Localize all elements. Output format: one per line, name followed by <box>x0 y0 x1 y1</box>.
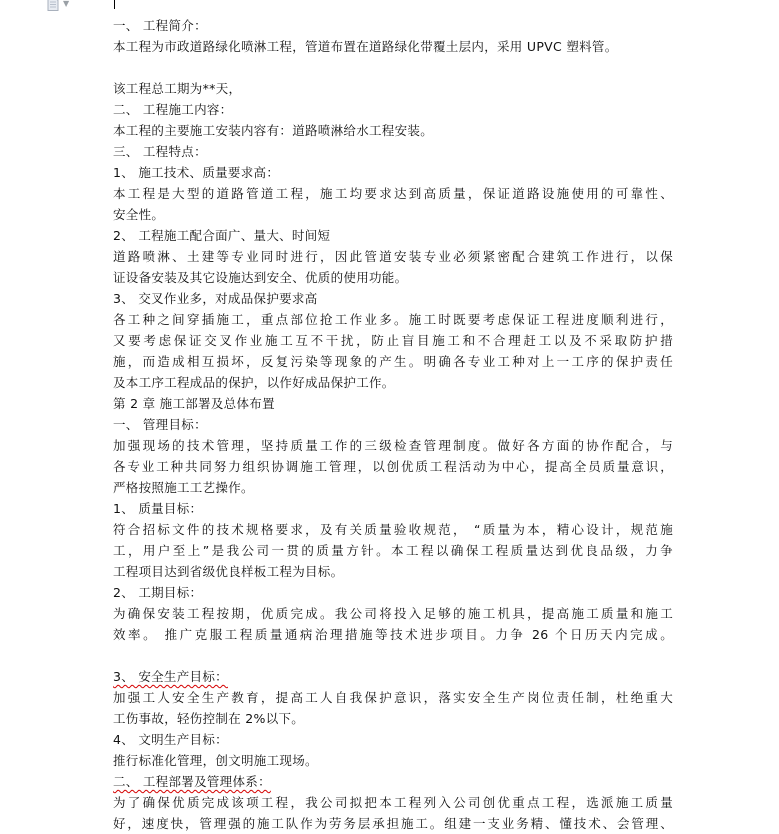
paragraph-line: 施，而造成相互损坏，反复污染等现象的产生。明确各专业工种对上一工序的保护责任 <box>113 354 673 369</box>
paragraph-line: 加强工人安全生产教育，提高工人自我保护意识，落实安全生产岗位责任制，杜绝重大 <box>113 690 673 705</box>
paragraph-line: 工，用户至上”是我公司一贯的质量方针。本工程以确保工程质量达到优良品级，力争 <box>113 543 673 558</box>
paragraph-line: 工程项目达到省级优良样板工程为目标。 <box>113 564 344 579</box>
heading-work-content: 二、 工程施工内容： <box>113 102 233 117</box>
chapter-title: 第 2 章 施工部署及总体布置 <box>113 396 275 411</box>
paragraph-line: 工伤事故，轻伤控制在 2%以下。 <box>113 711 305 726</box>
paragraph-line: 加强现场的技术管理，坚持质量工作的三级检查管理制度。做好各方面的协作配合，与 <box>113 438 673 453</box>
paragraph-line: 本工程为市政道路绿化喷淋工程，管道布置在道路绿化带覆土层内，采用 UPVC 塑料管。 <box>113 39 618 54</box>
paragraph-line: 推行标准化管理，创文明施工现场。 <box>113 753 318 768</box>
text-cursor <box>114 0 115 9</box>
subheading-item: 2、 工期目标： <box>113 585 203 600</box>
paragraph-line: 效率。 推广克服工程质量通病治理措施等技术进步项目。力争 26 个日历天内完成。 <box>113 627 673 642</box>
heading-management-goals: 一、 管理目标： <box>113 417 207 432</box>
subheading-item <box>113 666 673 687</box>
paragraph-line: 符合招标文件的技术规格要求，及有关质量验收规范， “质量为本，精心设计，规范施 <box>113 522 673 537</box>
spellcheck-flagged-text: 二、 工程部署及管理体系： <box>113 774 271 789</box>
subheading-item: 1、 质量目标： <box>113 501 203 516</box>
paragraph-line: 证设备安装及其它设施达到安全、优质的使用功能。 <box>113 270 408 285</box>
subheading-item: 1、 施工技术、质量要求高： <box>113 165 280 180</box>
subheading-item: 3、 交叉作业多，对成品保护要求高 <box>113 291 318 306</box>
paragraph-line: 各工种之间穿插施工，重点部位抢工作业多。施工时既要考虑保证工程进度顺利进行， <box>113 312 673 327</box>
document-body[interactable] <box>113 15 673 834</box>
paragraph-line: 各专业工种共同努力组织协调施工管理，以创优质工程活动为中心，提高全员质量意识， <box>113 459 673 474</box>
blank-line <box>113 57 673 78</box>
paragraph-line: 本工程是大型的道路管道工程，施工均要求达到高质量，保证道路设施使用的可靠性、 <box>113 186 673 201</box>
paragraph-line: 及本工序工程成品的保护，以作好成品保护工作。 <box>113 375 395 390</box>
heading-features: 三、 工程特点： <box>113 144 207 159</box>
paragraph-line: 道路喷淋、土建等专业同时进行，因此管道安装专业必须紧密配合建筑工作进行，以保 <box>113 249 673 264</box>
heading-deployment <box>113 771 673 792</box>
paragraph-line: 该工程总工期为**天， <box>113 81 242 96</box>
paragraph-line: 为了确保优质完成该项工程，我公司拟把本工程列入公司创优重点工程，选派施工质量 <box>113 795 673 810</box>
subheading-item: 4、 文明生产目标： <box>113 732 228 747</box>
paragraph-line: 为确保安装工程按期，优质完成。我公司将投入足够的施工机具，提高施工质量和施工 <box>113 606 673 621</box>
paragraph-line: 本工程的主要施工安装内容有：道路喷淋给水工程安装。 <box>113 123 434 138</box>
chevron-down-icon[interactable]: ▼ <box>63 0 70 8</box>
paragraph-line: 安全性。 <box>113 207 165 222</box>
blank-line <box>113 645 673 666</box>
paragraph-line: 又要考虑保证交叉作业施工互不干扰，防止盲目施工和不合理赶工以及不采取防护措 <box>113 333 673 348</box>
heading-project-intro: 一、 工程简介： <box>113 18 207 33</box>
paragraph-line: 严格按照施工工艺操作。 <box>113 480 254 495</box>
subheading-item: 2、 工程施工配合面广、量大、时间短 <box>113 228 331 243</box>
spellcheck-flagged-text: 3、 安全生产目标： <box>113 669 228 684</box>
paragraph-line: 好，速度快，管理强的施工队作为劳务层承担施工。组建一支业务精、懂技术、会管理、 <box>113 816 673 831</box>
document-icon[interactable] <box>47 0 59 11</box>
